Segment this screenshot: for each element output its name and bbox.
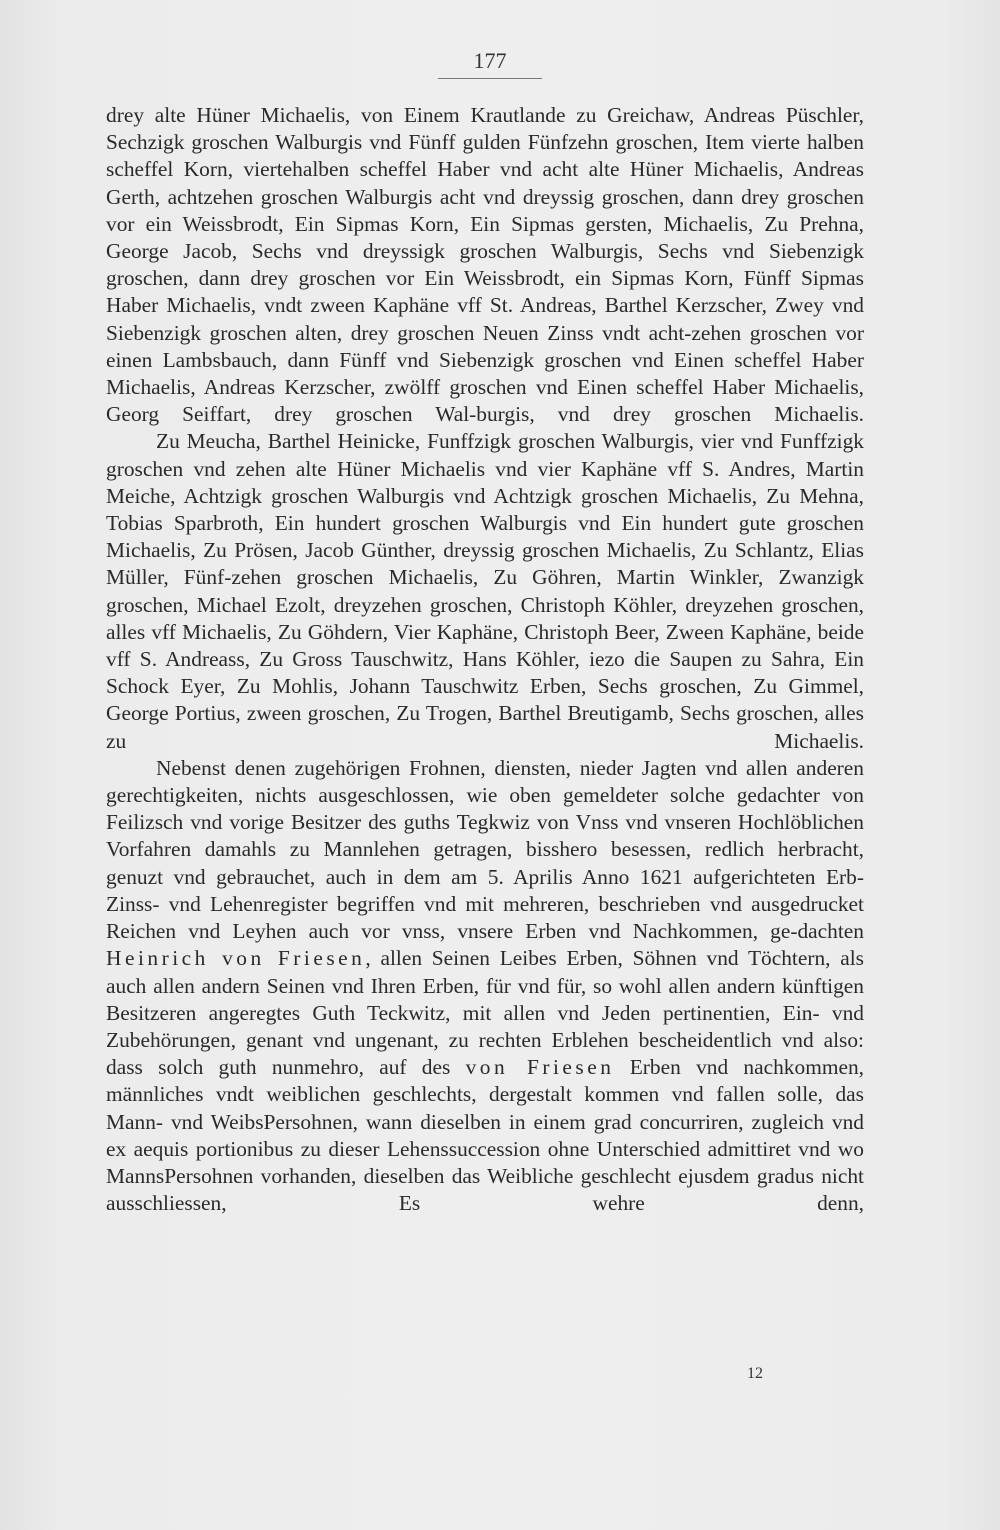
paragraph-1 xyxy=(106,102,864,428)
text-run: drey alte Hüner Michaelis, von Einem Krautlande zu Greichaw, Andreas Püschler, Sechzigk groschen Walburgis vnd Fünff gulden Fünfzehn groschen, Item vierte halben scheffel Korn, viertehalben scheffel Haber vnd acht alte Hüner Michaelis, Andreas Gerth, achtzehen groschen Walburgis acht vnd dreyssig groschen, dann drey groschen vor ein Weissbrodt, Ein Sipmas Korn, Ein Sipmas gersten, Michaelis, Zu Prehna, George Jacob, Sechs vnd dreyssigk groschen Walburgis, Sechs vnd Siebenzigk groschen, dann drey groschen vor Ein Weissbrodt, ein Sipmas Korn, Fünff Sipmas Haber Michaelis, vndt zween Kaphäne vff St. Andreas, Barthel Kerzscher, Zwey vnd Siebenzigk groschen alten, drey groschen Neuen Zinss vndt acht-zehen groschen vor einen Lambsbauch, dann Fünff vnd Siebenzigk groschen vnd Einen scheffel Haber Michaelis, Andreas Kerzscher, zwölff groschen vnd Einen scheffel Haber Michaelis, Georg Seiffart, drey groschen Wal-burgis, vnd drey groschen Michaelis. xyxy=(106,103,864,427)
text-run: Zu Meucha, Barthel Heinicke, Funffzigk groschen Walburgis, vier vnd Funffzigk groschen vnd zehen alte Hüner Michaelis vnd vier Kaphäne vff S. Andres, Martin Meiche, Achtzigk groschen Walburgis vnd Achtzigk groschen Michaelis, Zu Mehna, Tobias Sparbroth, Ein hundert groschen Walburgis vnd Ein hundert gute groschen Michaelis, Zu Prösen, Jacob Günther, dreyssig groschen Michaelis, Zu Schlantz, Elias Müller, Fünf-zehen groschen Michaelis, Zu Göhren, Martin Winkler, Zwanzigk groschen, Michael Ezolt, dreyzehen groschen, Christoph Köhler, dreyzehen groschen, alles vff Michaelis, Zu Göhdern, Vier Kaphäne, Christoph Beer, Zween Kaphäne, beide vff S. Andreass, Zu Gross Tauschwitz, Hans Köhler, iezo die Saupen zu Sahra, Ein Schock Eyer, Zu Mohlis, Johann Tauschwitz Erben, Sechs groschen, Zu Gimmel, George Portius, zween groschen, Zu Trogen, Barthel Breutigamb, Sechs groschen, alles zu Michaelis. xyxy=(106,429,864,753)
paragraph-3 xyxy=(106,755,864,1217)
spaced-name: von Friesen xyxy=(465,1055,615,1080)
spaced-name: Heinrich von Friesen xyxy=(106,946,366,971)
page-number: 177 xyxy=(473,48,507,73)
text-run: Erben vnd nachkommen, männliches vndt weiblichen geschlechts, dergestalt kommen vnd fallen solle, das Mann- vnd WeibsPersohnen, wann dieselben in einem grad concurriren, zugleich vnd ex aequis portionibus zu dieser Lehenssuccession ohne Unterschied admittiret vnd wo MannsPersohnen vorhanden, dieselben das Weibliche geschlecht ejusdem gradus nicht ausschliessen, Es wehre denn, xyxy=(106,1055,865,1216)
paragraph-2 xyxy=(106,428,864,754)
page-number-rule xyxy=(438,78,542,79)
signature-mark: 12 xyxy=(747,1365,763,1382)
text-run: , allen Seinen Leibes Erben, Söhnen vnd Töchtern, als auch allen andern Seinen vnd Ihren Erben, für vnd für, so wohl allen andern künftigen Besitzeren angeregtes Guth Teckwitz, mit allen vnd Jeden pertinentien, Ein- vnd Zubehörungen, genant vnd ungenant, zu rechten Erblehen bescheidentlich vnd also: dass solch guth nunmehro, auf des xyxy=(106,946,865,1080)
body-text xyxy=(106,102,864,1217)
text-run: Nebenst denen zugehörigen Frohnen, diensten, nieder Jagten vnd allen anderen gerechtigkeiten, nichts ausgeschlossen, wie oben gemeldeter solche gedachter von Feilizsch vnd vorige Besitzer des guths Tegkwiz von Vnss vnd vnseren Hochlöblichen Vorfahren damahls zu Mannlehen getragen, bisshero besessen, redlich herbracht, genuzt vnd gebrauchet, auch in dem am 5. Aprilis Anno 1621 aufgerichteten Erb- Zinss- vnd Lehenregister begriffen vnd mit mehreren, beschrieben vnd ausgedrucket Reichen vnd Leyhen auch vor vnss, vnsere Erben vnd Nachkommen, ge-dachten xyxy=(106,755,864,944)
